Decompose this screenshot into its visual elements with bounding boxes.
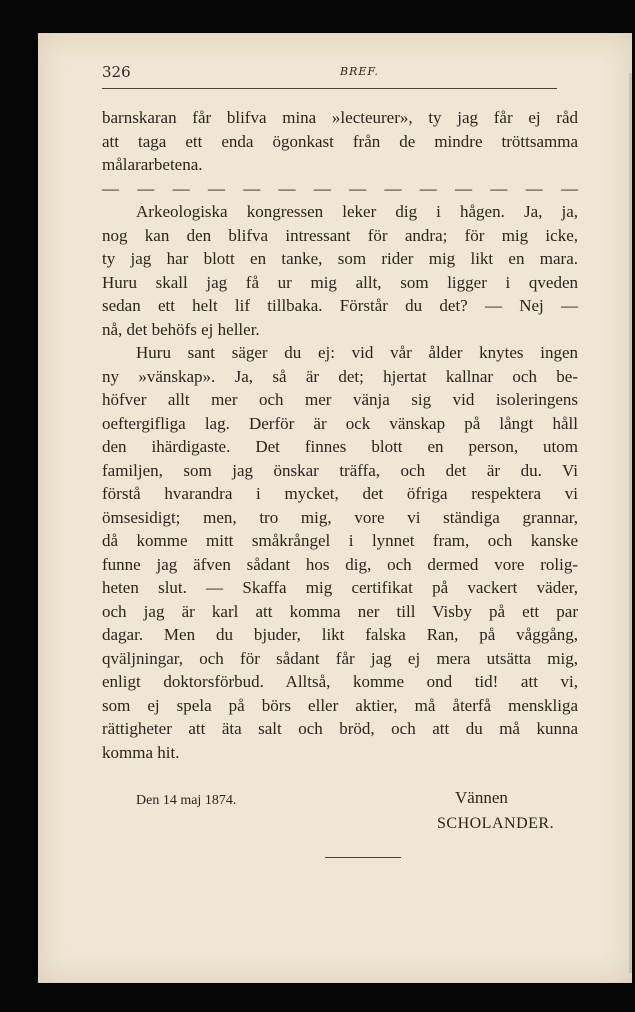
text-line: rättigheter att äta salt och bröd, och att du må kunna — [102, 719, 578, 738]
text-line: den ihärdigaste. Det finnes blott en person, utom — [102, 437, 578, 456]
text-line: enligt doktorsförbud. Alltså, komme ond tid! att vi, — [102, 672, 578, 691]
text-line: nå, det behöfs ej heller. — [102, 319, 260, 339]
text-line: ny »vänskap». Ja, så är det; hjertat kallnar och be- — [102, 366, 578, 386]
letter-signoff: Vännen — [455, 788, 508, 807]
text-line: Huru skall jag få ur mig allt, som ligger i qveden — [102, 272, 578, 292]
text-line: familjen, som jag önskar träffa, och det är du. Vi — [102, 460, 578, 480]
page-edge — [629, 73, 632, 973]
text-line: höfver allt mer och mer vänja sig vid isoleringens — [102, 390, 578, 409]
text-line: komma hit. — [102, 742, 180, 762]
letter-body — [102, 106, 578, 764]
text-line: sedan ett helt lif tillbaka. Förstår du det? — Nej — — [102, 296, 578, 315]
text-line: Huru sant säger du ej: vid vår ålder knytes ingen — [136, 343, 578, 362]
text-line: qväljningar, och för sådant får jag ej mera utsätta mig, — [102, 648, 578, 668]
header-rule — [102, 88, 557, 89]
end-rule — [325, 857, 401, 858]
text-line: dagar. Men du bjuder, likt falska Ran, på våggång, — [102, 625, 578, 644]
text-line: att taga ett enda ögonkast från de mindre tröttsamma — [102, 131, 578, 151]
text-line: oeftergifliga lag. Derför är ock vänskap på långt håll — [102, 413, 578, 433]
page-header — [102, 63, 557, 83]
text-line: nog kan den blifva intressant för andra; för mig icke, — [102, 225, 578, 245]
text-line: heten slut. — Skaffa mig certifikat på vackert väder, — [102, 578, 578, 597]
text-line: som ej spela på börs eller aktier, må återfå menskliga — [102, 695, 578, 715]
text-line: och jag är karl att komma ner till Visby på ett par — [102, 601, 578, 621]
text-line: målararbetena. — [102, 155, 203, 174]
text-line: ömsesidigt; men, tro mig, vore vi ständiga grannar, — [102, 507, 578, 527]
text-line: förstå hvarandra i mycket, det öfriga respektera vi — [102, 484, 578, 503]
text-line: funne jag äfven sådant hos dig, och dermed vore rolig- — [102, 554, 578, 574]
text-line: då komme mitt småkrångel i lynnet fram, och kanske — [102, 531, 578, 550]
page-number: 326 — [102, 63, 131, 81]
letter-date: Den 14 maj 1874. — [136, 793, 237, 808]
text-line: ty jag har blott en tanke, som rider mig likt en mara. — [102, 249, 578, 268]
text-line: Arkeologiska kongressen leker dig i hågen. Ja, ja, — [136, 202, 578, 221]
letter-signature: SCHOLANDER. — [437, 815, 555, 832]
dash-separator: — — — — — — — — — — — — — — — [102, 178, 578, 198]
running-head: BREF. — [340, 65, 379, 78]
text-line: barnskaran får blifva mina »lecteurer», ty jag får ej råd — [102, 108, 578, 127]
